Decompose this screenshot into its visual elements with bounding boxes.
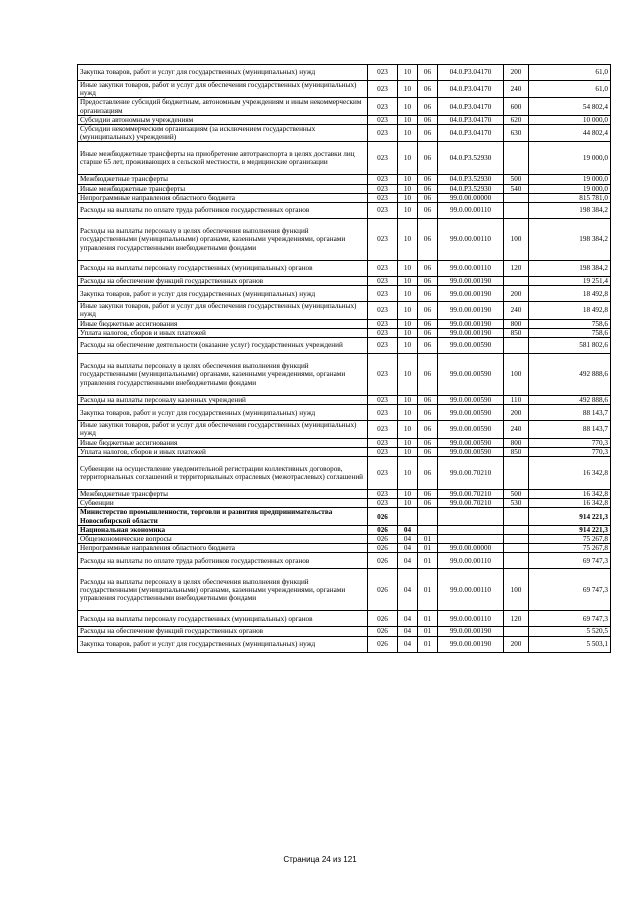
row-subsection-code — [418, 525, 438, 534]
row-section-code: 10 — [398, 396, 418, 405]
row-expense-type: 800 — [504, 438, 529, 447]
row-amount: 16 342,8 — [529, 490, 611, 499]
row-amount: 69 747,3 — [529, 569, 611, 611]
row-section-code: 10 — [398, 499, 418, 508]
row-expense-type — [504, 508, 529, 525]
row-name: Закупка товаров, работ и услуг для государственных (муниципальных) нужд — [78, 636, 368, 652]
row-expense-type: 110 — [504, 396, 529, 405]
table-row — [78, 125, 611, 142]
row-target-code: 99.0.00.00000 — [438, 544, 504, 553]
row-ved-code: 023 — [368, 175, 398, 184]
row-section-code: 10 — [398, 219, 418, 261]
table-row — [78, 508, 611, 525]
row-expense-type: 240 — [504, 302, 529, 319]
row-section-code: 10 — [398, 184, 418, 193]
row-name: Предоставление субсидий бюджетным, автономным учреждениям и иным некоммерческим организациям — [78, 98, 368, 115]
row-expense-type: 100 — [504, 569, 529, 611]
row-section-code: 10 — [398, 490, 418, 499]
row-name: Иные бюджетные ассигнования — [78, 319, 368, 328]
row-ved-code: 023 — [368, 421, 398, 438]
row-target-code: 99.0.00.00190 — [438, 636, 504, 652]
row-amount: 19 251,4 — [529, 277, 611, 286]
row-amount: 19 000,0 — [529, 142, 611, 175]
row-target-code — [438, 525, 504, 534]
table-row — [78, 490, 611, 499]
row-subsection-code: 06 — [418, 421, 438, 438]
row-subsection-code: 06 — [418, 457, 438, 490]
row-amount: 10 000,0 — [529, 115, 611, 124]
row-name: Непрограммные направления областного бюджета — [78, 193, 368, 202]
row-name: Министерство промышленности, торговли и развития предпринимательства Новосибирской области — [78, 508, 368, 525]
row-expense-type: 200 — [504, 65, 529, 81]
row-section-code: 10 — [398, 405, 418, 421]
row-ved-code: 023 — [368, 328, 398, 337]
row-target-code: 99.0.00.00190 — [438, 302, 504, 319]
row-target-code: 99.0.00.00590 — [438, 338, 504, 354]
row-section-code: 04 — [398, 553, 418, 569]
row-section-code: 10 — [398, 65, 418, 81]
row-section-code: 10 — [398, 277, 418, 286]
row-amount: 75 267,8 — [529, 544, 611, 553]
row-ved-code: 023 — [368, 261, 398, 277]
row-subsection-code: 06 — [418, 184, 438, 193]
row-expense-type — [504, 277, 529, 286]
row-expense-type: 240 — [504, 421, 529, 438]
row-name: Иные закупки товаров, работ и услуг для обеспечения государственных (муниципальных) нужд — [78, 302, 368, 319]
row-amount: 198 384,2 — [529, 219, 611, 261]
row-amount: 19 000,0 — [529, 175, 611, 184]
row-name: Субвенции — [78, 499, 368, 508]
row-target-code: 99.0.00.00190 — [438, 319, 504, 328]
row-name: Закупка товаров, работ и услуг для государственных (муниципальных) нужд — [78, 405, 368, 421]
row-section-code: 10 — [398, 438, 418, 447]
row-section-code: 04 — [398, 569, 418, 611]
table-row — [78, 142, 611, 175]
row-target-code: 99.0.00.00110 — [438, 553, 504, 569]
row-ved-code: 023 — [368, 457, 398, 490]
table-row — [78, 354, 611, 396]
table-row — [78, 115, 611, 124]
row-target-code: 99.0.00.70210 — [438, 499, 504, 508]
table-row — [78, 277, 611, 286]
row-expense-type — [504, 544, 529, 553]
row-target-code: 99.0.00.00110 — [438, 611, 504, 627]
row-section-code: 10 — [398, 328, 418, 337]
row-amount: 88 143,7 — [529, 405, 611, 421]
row-expense-type — [504, 203, 529, 219]
row-ved-code: 023 — [368, 203, 398, 219]
row-amount: 61,0 — [529, 65, 611, 81]
row-expense-type — [504, 142, 529, 175]
row-expense-type: 530 — [504, 499, 529, 508]
row-expense-type: 600 — [504, 98, 529, 115]
row-ved-code: 023 — [368, 396, 398, 405]
row-subsection-code: 06 — [418, 338, 438, 354]
row-subsection-code: 01 — [418, 627, 438, 636]
table-row — [78, 405, 611, 421]
row-name: Межбюджетные трансферты — [78, 175, 368, 184]
row-section-code: 10 — [398, 286, 418, 302]
row-target-code: 04.0.P3.04170 — [438, 65, 504, 81]
table-row — [78, 193, 611, 202]
row-name: Расходы на выплаты по оплате труда работников государственных органов — [78, 203, 368, 219]
row-ved-code: 023 — [368, 193, 398, 202]
row-target-code: 04.0.P3.52930 — [438, 142, 504, 175]
row-subsection-code: 01 — [418, 569, 438, 611]
table-row — [78, 611, 611, 627]
row-name: Расходы на выплаты персоналу казенных учреждений — [78, 396, 368, 405]
row-name: Общеэкономические вопросы — [78, 535, 368, 544]
table-row — [78, 328, 611, 337]
row-section-code: 10 — [398, 457, 418, 490]
row-amount: 18 492,8 — [529, 286, 611, 302]
row-target-code: 99.0.00.00110 — [438, 219, 504, 261]
row-ved-code: 023 — [368, 286, 398, 302]
row-subsection-code: 06 — [418, 193, 438, 202]
table-row — [78, 447, 611, 456]
page-footer: Страница 24 из 121 — [283, 855, 357, 864]
row-ved-code: 026 — [368, 544, 398, 553]
row-target-code: 99.0.00.00190 — [438, 277, 504, 286]
row-expense-type — [504, 553, 529, 569]
row-subsection-code — [418, 508, 438, 525]
row-ved-code: 023 — [368, 184, 398, 193]
row-expense-type: 240 — [504, 81, 529, 98]
row-ved-code: 023 — [368, 98, 398, 115]
row-expense-type: 200 — [504, 636, 529, 652]
row-name: Межбюджетные трансферты — [78, 490, 368, 499]
row-ved-code: 023 — [368, 438, 398, 447]
row-section-code: 10 — [398, 175, 418, 184]
row-name: Иные межбюджетные трансферты на приобретение автотранспорта в целях доставки лиц старше 65 лет, проживающих в сельской местности, в медицинские организации — [78, 142, 368, 175]
row-amount: 5 503,1 — [529, 636, 611, 652]
row-subsection-code: 06 — [418, 219, 438, 261]
row-target-code: 99.0.00.00590 — [438, 405, 504, 421]
row-expense-type: 200 — [504, 405, 529, 421]
row-ved-code: 023 — [368, 499, 398, 508]
row-target-code: 99.0.00.00590 — [438, 438, 504, 447]
row-name: Субвенции на осуществление уведомительной регистрации коллективных договоров, территориальных соглашений и территориальных отраслевых (межотраслевых) соглашений — [78, 457, 368, 490]
row-expense-type: 200 — [504, 286, 529, 302]
row-amount: 75 267,8 — [529, 535, 611, 544]
row-amount: 770,3 — [529, 438, 611, 447]
row-target-code: 99.0.00.00110 — [438, 261, 504, 277]
row-section-code: 10 — [398, 142, 418, 175]
row-expense-type: 800 — [504, 319, 529, 328]
row-subsection-code: 06 — [418, 302, 438, 319]
row-subsection-code: 06 — [418, 319, 438, 328]
row-name: Уплата налогов, сборов и иных платежей — [78, 328, 368, 337]
row-expense-type: 120 — [504, 261, 529, 277]
table-row — [78, 627, 611, 636]
row-ved-code: 023 — [368, 405, 398, 421]
row-target-code: 04.0.P3.04170 — [438, 81, 504, 98]
row-section-code: 10 — [398, 261, 418, 277]
row-section-code: 10 — [398, 98, 418, 115]
row-target-code: 04.0.P3.04170 — [438, 98, 504, 115]
table-body — [78, 65, 611, 653]
row-subsection-code: 06 — [418, 175, 438, 184]
row-name: Национальная экономика — [78, 525, 368, 534]
row-expense-type: 850 — [504, 447, 529, 456]
row-amount: 492 888,6 — [529, 354, 611, 396]
table-row — [78, 421, 611, 438]
row-ved-code: 023 — [368, 115, 398, 124]
row-amount: 18 492,8 — [529, 302, 611, 319]
row-expense-type: 100 — [504, 219, 529, 261]
row-subsection-code: 06 — [418, 328, 438, 337]
row-ved-code: 026 — [368, 535, 398, 544]
row-amount: 758,6 — [529, 328, 611, 337]
row-subsection-code: 06 — [418, 81, 438, 98]
row-target-code: 99.0.00.00590 — [438, 354, 504, 396]
row-subsection-code: 06 — [418, 125, 438, 142]
row-ved-code: 023 — [368, 81, 398, 98]
row-name: Иные бюджетные ассигнования — [78, 438, 368, 447]
row-ved-code: 026 — [368, 611, 398, 627]
row-amount: 44 802,4 — [529, 125, 611, 142]
row-subsection-code: 01 — [418, 553, 438, 569]
row-ved-code: 023 — [368, 65, 398, 81]
row-name: Расходы на обеспечение функций государственных органов — [78, 627, 368, 636]
row-subsection-code: 06 — [418, 261, 438, 277]
row-ved-code: 026 — [368, 508, 398, 525]
row-ved-code: 026 — [368, 627, 398, 636]
table-row — [78, 499, 611, 508]
row-target-code: 99.0.00.00000 — [438, 193, 504, 202]
row-section-code: 04 — [398, 544, 418, 553]
row-amount: 758,6 — [529, 319, 611, 328]
row-subsection-code: 06 — [418, 277, 438, 286]
row-section-code: 10 — [398, 354, 418, 396]
row-name: Расходы на обеспечение деятельности (оказание услуг) государственных учреждений — [78, 338, 368, 354]
table-row — [78, 636, 611, 652]
row-name: Расходы на выплаты по оплате труда работников государственных органов — [78, 553, 368, 569]
row-target-code: 99.0.00.00190 — [438, 627, 504, 636]
row-subsection-code: 06 — [418, 447, 438, 456]
row-section-code: 10 — [398, 447, 418, 456]
row-amount: 16 342,8 — [529, 457, 611, 490]
row-ved-code: 023 — [368, 219, 398, 261]
table-row — [78, 286, 611, 302]
row-target-code: 99.0.00.70210 — [438, 457, 504, 490]
table-row — [78, 65, 611, 81]
row-subsection-code: 06 — [418, 65, 438, 81]
row-target-code: 99.0.00.00110 — [438, 569, 504, 611]
row-expense-type — [504, 193, 529, 202]
table-row — [78, 302, 611, 319]
table-row — [78, 175, 611, 184]
row-section-code: 04 — [398, 535, 418, 544]
table-row — [78, 184, 611, 193]
row-amount: 815 781,0 — [529, 193, 611, 202]
row-amount: 914 221,3 — [529, 525, 611, 534]
table-row — [78, 261, 611, 277]
row-target-code: 99.0.00.00110 — [438, 203, 504, 219]
row-section-code: 04 — [398, 611, 418, 627]
row-ved-code: 023 — [368, 125, 398, 142]
row-name: Расходы на выплаты персоналу в целях обеспечения выполнения функций государственными (муниципальными) органами, казенными учреждениями, органами управления государственными внебюджетными фондами — [78, 354, 368, 396]
row-section-code: 04 — [398, 636, 418, 652]
row-name: Закупка товаров, работ и услуг для государственных (муниципальных) нужд — [78, 65, 368, 81]
table-row — [78, 553, 611, 569]
row-name: Субсидии автономным учреждениям — [78, 115, 368, 124]
table-row — [78, 98, 611, 115]
row-name: Расходы на выплаты персоналу в целях обеспечения выполнения функций государственными (муниципальными) органами, казенными учреждениями, органами управления государственными внебюджетными фондами — [78, 219, 368, 261]
row-target-code: 04.0.P3.04170 — [438, 115, 504, 124]
row-expense-type — [504, 457, 529, 490]
row-amount: 581 802,6 — [529, 338, 611, 354]
row-amount: 5 520,5 — [529, 627, 611, 636]
row-section-code: 10 — [398, 319, 418, 328]
row-ved-code: 023 — [368, 142, 398, 175]
row-subsection-code: 06 — [418, 405, 438, 421]
row-target-code: 04.0.P3.52930 — [438, 175, 504, 184]
row-subsection-code: 01 — [418, 611, 438, 627]
row-name: Субсидии некоммерческим организациям (за исключением государственных (муниципальных) учреждений) — [78, 125, 368, 142]
row-amount: 69 747,3 — [529, 553, 611, 569]
row-amount: 69 747,3 — [529, 611, 611, 627]
row-ved-code: 023 — [368, 319, 398, 328]
row-expense-type — [504, 338, 529, 354]
table-row — [78, 203, 611, 219]
table-row — [78, 525, 611, 534]
row-amount: 61,0 — [529, 81, 611, 98]
row-target-code: 99.0.00.00190 — [438, 328, 504, 337]
row-target-code: 04.0.P3.52930 — [438, 184, 504, 193]
row-expense-type: 100 — [504, 354, 529, 396]
row-amount: 54 802,4 — [529, 98, 611, 115]
row-name: Непрограммные направления областного бюджета — [78, 544, 368, 553]
row-section-code: 10 — [398, 81, 418, 98]
row-target-code: 99.0.00.00590 — [438, 421, 504, 438]
row-amount: 492 888,6 — [529, 396, 611, 405]
table-row — [78, 438, 611, 447]
row-section-code: 10 — [398, 302, 418, 319]
table-row — [78, 396, 611, 405]
row-expense-type: 630 — [504, 125, 529, 142]
row-ved-code: 026 — [368, 636, 398, 652]
row-amount: 198 384,2 — [529, 203, 611, 219]
table-row — [78, 535, 611, 544]
table-row — [78, 81, 611, 98]
budget-table — [77, 64, 611, 653]
row-amount: 770,3 — [529, 447, 611, 456]
table-row — [78, 544, 611, 553]
row-name: Расходы на выплаты персоналу в целях обеспечения выполнения функций государственными (муниципальными) органами, казенными учреждениями, органами управления государственными внебюджетными фондами — [78, 569, 368, 611]
row-target-code: 99.0.00.00190 — [438, 286, 504, 302]
row-name: Иные закупки товаров, работ и услуг для обеспечения государственных (муниципальных) нужд — [78, 421, 368, 438]
row-section-code: 04 — [398, 525, 418, 534]
row-subsection-code: 01 — [418, 535, 438, 544]
row-amount: 88 143,7 — [529, 421, 611, 438]
row-ved-code: 026 — [368, 525, 398, 534]
row-ved-code: 023 — [368, 338, 398, 354]
row-subsection-code: 06 — [418, 115, 438, 124]
row-subsection-code: 01 — [418, 636, 438, 652]
row-ved-code: 023 — [368, 447, 398, 456]
row-name: Расходы на обеспечение функций государственных органов — [78, 277, 368, 286]
row-expense-type — [504, 525, 529, 534]
row-name: Иные межбюджетные трансферты — [78, 184, 368, 193]
row-target-code — [438, 508, 504, 525]
row-subsection-code: 06 — [418, 203, 438, 219]
row-target-code: 99.0.00.70210 — [438, 490, 504, 499]
row-expense-type: 850 — [504, 328, 529, 337]
row-name: Иные закупки товаров, работ и услуг для обеспечения государственных (муниципальных) нужд — [78, 81, 368, 98]
row-expense-type: 540 — [504, 184, 529, 193]
table-row — [78, 457, 611, 490]
row-section-code — [398, 508, 418, 525]
row-section-code: 10 — [398, 125, 418, 142]
row-expense-type — [504, 627, 529, 636]
row-amount: 16 342,8 — [529, 499, 611, 508]
row-name: Расходы на выплаты персоналу государственных (муниципальных) органов — [78, 261, 368, 277]
row-name: Уплата налогов, сборов и иных платежей — [78, 447, 368, 456]
row-subsection-code: 01 — [418, 544, 438, 553]
row-expense-type: 500 — [504, 490, 529, 499]
row-amount: 198 384,2 — [529, 261, 611, 277]
row-ved-code: 023 — [368, 354, 398, 396]
row-expense-type: 120 — [504, 611, 529, 627]
row-ved-code: 026 — [368, 569, 398, 611]
row-subsection-code: 06 — [418, 354, 438, 396]
row-ved-code: 026 — [368, 553, 398, 569]
table-row — [78, 338, 611, 354]
row-ved-code: 023 — [368, 302, 398, 319]
row-expense-type: 500 — [504, 175, 529, 184]
row-target-code: 99.0.00.00590 — [438, 447, 504, 456]
table-row — [78, 569, 611, 611]
row-section-code: 04 — [398, 627, 418, 636]
row-section-code: 10 — [398, 193, 418, 202]
row-amount: 19 000,0 — [529, 184, 611, 193]
row-subsection-code: 06 — [418, 396, 438, 405]
row-amount: 914 221,3 — [529, 508, 611, 525]
row-target-code: 04.0.P3.04170 — [438, 125, 504, 142]
row-section-code: 10 — [398, 115, 418, 124]
row-subsection-code: 06 — [418, 142, 438, 175]
table-row — [78, 219, 611, 261]
row-section-code: 10 — [398, 338, 418, 354]
row-section-code: 10 — [398, 421, 418, 438]
row-expense-type: 620 — [504, 115, 529, 124]
row-ved-code: 023 — [368, 490, 398, 499]
row-subsection-code: 06 — [418, 499, 438, 508]
row-expense-type — [504, 535, 529, 544]
table-row — [78, 319, 611, 328]
row-subsection-code: 06 — [418, 438, 438, 447]
row-subsection-code: 06 — [418, 98, 438, 115]
row-ved-code: 023 — [368, 277, 398, 286]
row-subsection-code: 06 — [418, 490, 438, 499]
row-name: Закупка товаров, работ и услуг для государственных (муниципальных) нужд — [78, 286, 368, 302]
row-name: Расходы на выплаты персоналу государственных (муниципальных) органов — [78, 611, 368, 627]
row-target-code: 99.0.00.00590 — [438, 396, 504, 405]
row-section-code: 10 — [398, 203, 418, 219]
row-target-code — [438, 535, 504, 544]
row-subsection-code: 06 — [418, 286, 438, 302]
